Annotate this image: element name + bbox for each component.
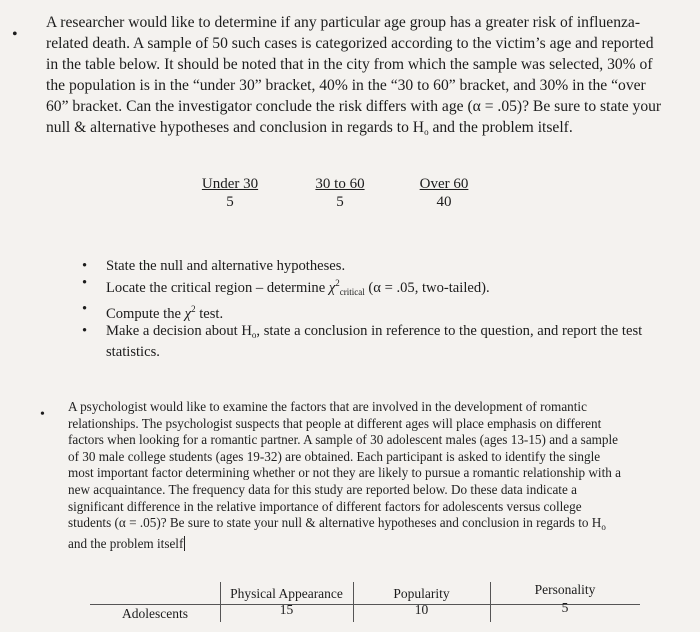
bullet-marker: • — [12, 26, 18, 43]
question-2-text: A psychologist would like to examine the factors that are involved in the development of romantic relationships. The psychologist suspects that people at different ages will place emphasis on different factors when looking for a romantic partner. A sample of 30 adolescent males (ages 13-15) and a sample of 30 male college students (ages 19-32) are obtained. Each participant is asked to identify the single most important factor determining whether or not they are likely to pursue a romantic relationship with a new acquaintance. The frequency data for this study are reported below. Do these data indicate a significant difference in the relative importance of different factors for adolescents versus college students (α = .05)? Be sure to state your null & alternative hypotheses and conclusion in regards to $H_o$ and the problem itself — [68, 399, 621, 551]
task-item: • Locate the critical region – determine $\chi^2_{critical}$ (α = .05, two-tailed). — [82, 275, 490, 297]
task-item: • Compute the $\chi^2$ test. — [82, 301, 224, 322]
text-cursor — [184, 536, 185, 551]
table1-header: 30 to 60 — [315, 176, 365, 192]
bullet-marker: • — [40, 407, 45, 422]
question-1-text: A researcher would like to determine if any particular age group has a greater risk of influenza-related death. A sample of 50 such cases is categorized according to the victim’s age and reported in the table below. It should be noted that in the city from which the sample was selected, 30% of the population is in the “under 30” bracket, 40% in the “30 to 60” bracket, and 30% in the “over 60” bracket. Can the investigator conclude the risk differs with age (α = .05)? Be sure to state your null & alternative hypotheses and conclusion in regards to $H_o$ and the problem itself. — [46, 14, 662, 137]
table1-header: Over 60 — [419, 176, 469, 192]
task-item: • Make a decision about $H_o$, state a conclusion in reference to the question, and report the test statistics. — [82, 323, 643, 360]
table2-header: Physical Appearance — [230, 586, 343, 601]
table2-value: 15 — [279, 602, 294, 617]
task-list — [82, 258, 652, 361]
table1-column-30-to-60 — [305, 175, 375, 211]
table2-row-label: Adolescents — [122, 606, 188, 621]
table2-value: 5 — [561, 600, 569, 615]
table2 — [90, 582, 640, 632]
table1-value: 40 — [436, 194, 452, 210]
bullet-marker: • — [82, 301, 88, 317]
table2-value: 10 — [414, 602, 429, 617]
task-item: • State the null and alternative hypotheses. — [82, 258, 346, 274]
bullet-marker: • — [82, 258, 88, 274]
table2-header: Popularity — [393, 586, 450, 601]
table2-header: Personality — [534, 582, 596, 597]
table1-header: Under 30 — [201, 176, 259, 192]
table1-column-over-60 — [408, 175, 480, 211]
bullet-marker: • — [82, 275, 88, 291]
table1-column-under-30 — [190, 175, 270, 211]
table1-value: 5 — [226, 194, 234, 210]
table1-value: 5 — [336, 194, 344, 210]
bullet-marker: • — [82, 323, 88, 339]
